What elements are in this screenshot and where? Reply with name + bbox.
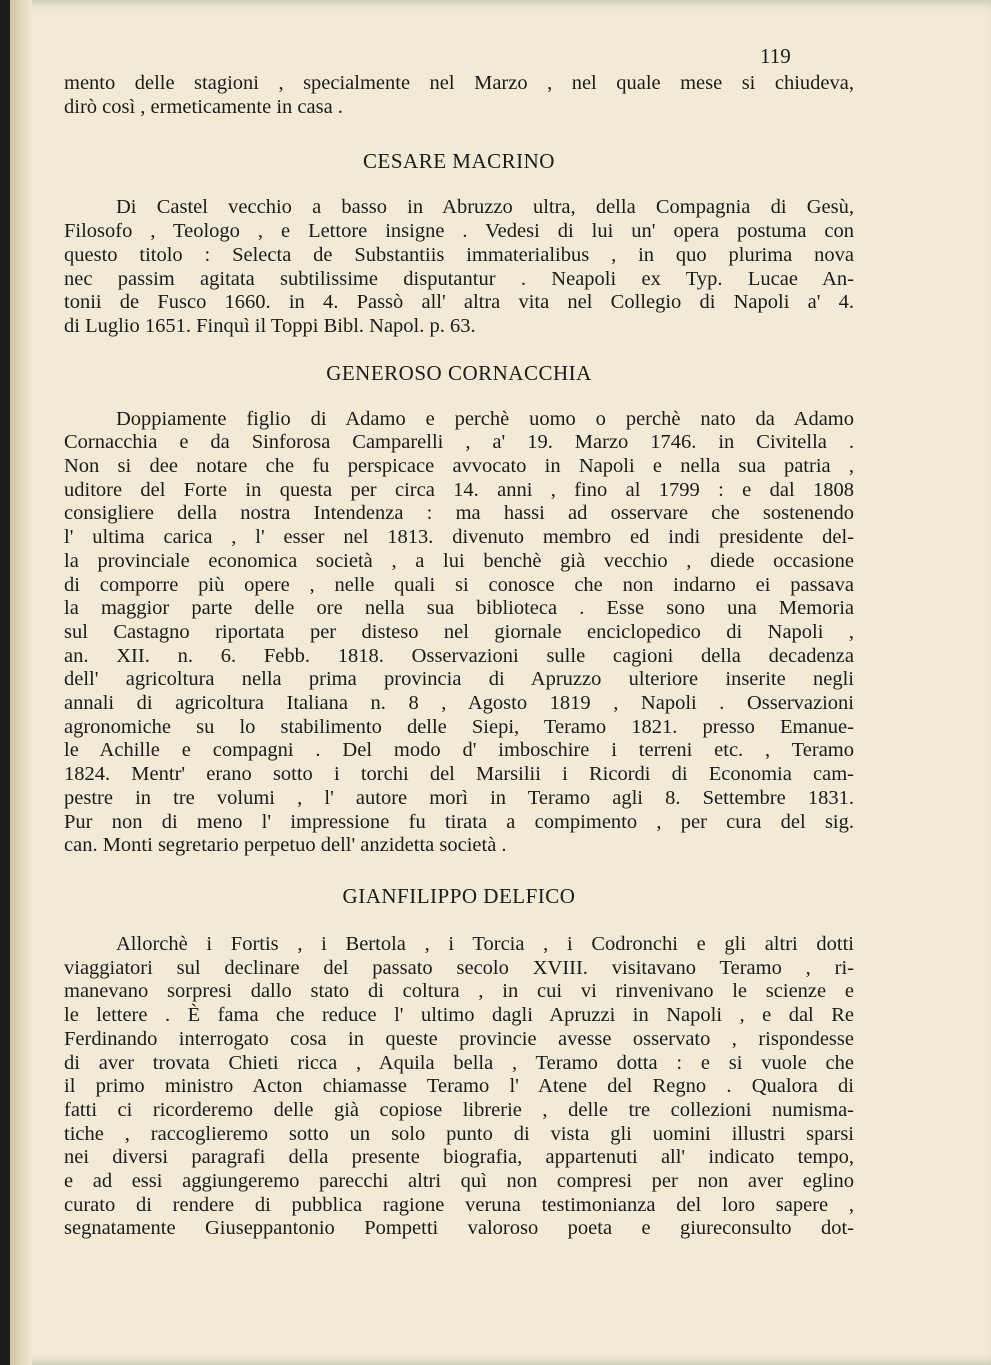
text-line: tonii de Fusco 1660. in 4. Passò all' altra vita nel Collegio di Napoli a' 4. — [64, 291, 854, 314]
text-line: manevano sorpresi dallo stato di coltura , in cui vi rinvenivano le scienze e — [64, 980, 854, 1003]
text-line: le lettere . È fama che reduce l' ultimo dagli Apruzzi in Napoli , e dal Re — [64, 1004, 854, 1027]
section-body — [64, 408, 854, 858]
section-heading: GIANFILIPPO DELFICO — [342, 883, 576, 908]
text-line: l' ultima carica , l' esser nel 1813. divenuto membro ed indi presidente del- — [64, 526, 854, 549]
text-line: an. XII. n. 6. Febb. 1818. Osservazioni sulle cagioni della decadenza — [64, 644, 854, 667]
text-line: Ferdinando interrogato cosa in queste provincie avesse osservato , rispondesse — [64, 1027, 854, 1050]
text-line: dell' agricoltura nella prima provincia di Apruzzo ulteriore inserite negli — [64, 668, 854, 691]
text-line: curato di rendere di pubblica ragione veruna testimonianza del loro sapere , — [64, 1193, 854, 1216]
text-line: can. Monti segretario perpetuo dell' anzidetta società . — [64, 834, 507, 857]
text-line: consigliere della nostra Intendenza : ma hassi ad osservare che sostenendo — [64, 502, 854, 525]
text-line: Allorchè i Fortis , i Bertola , i Torcia , i Codronchi e gli altri dotti — [116, 932, 854, 955]
text-line: Cornacchia e da Sinforosa Camparelli , a' 19. Marzo 1746. in Civitella . — [64, 431, 854, 454]
text-line: questo titolo : Selecta de Substantiis immaterialibus , in quo plurima nova — [64, 243, 854, 266]
text-line: e ad essi aggiungeremo parecchi altri quì non compresi per non aver eglino — [64, 1170, 854, 1193]
page-gutter — [10, 0, 32, 1365]
text-line: il primo ministro Acton chiamasse Teramo l' Atene del Regno . Qualora di — [64, 1075, 854, 1098]
text-line: la provinciale economica società , a lui benchè già vecchio , diede occasione — [64, 549, 854, 572]
text-line: nec passim agitata subtilissime disputantur . Neapoli ex Typ. Lucae An- — [64, 267, 854, 290]
text-line: di aver trovata Chieti ricca , Aquila bella , Teramo dotta : e si vuole che — [64, 1051, 854, 1074]
section-heading: CESARE MACRINO — [363, 149, 555, 174]
text-line: segnatamente Giuseppantonio Pompetti valoroso poeta e giureconsulto dot- — [64, 1217, 854, 1240]
page-number: 119 — [760, 44, 791, 68]
text-line: fatti ci ricorderemo delle già copiose librerie , delle tre collezioni numisma- — [64, 1098, 854, 1121]
text-line: 1824. Mentr' erano sotto i torchi del Marsilii i Ricordi di Economia cam- — [64, 763, 854, 786]
text-line: di comporre più opere , nelle quali si conosce che non indarno ei passava — [64, 573, 854, 596]
text-line: Di Castel vecchio a basso in Abruzzo ultra, della Compagnia di Gesù, — [116, 196, 854, 219]
intro-paragraph — [64, 72, 854, 119]
text-line: Pur non di meno l' impressione fu tirata a compimento , per cura del sig. — [64, 810, 854, 833]
text-line: nei diversi paragrafi della presente biografia, appartenuti all' indicato tempo, — [64, 1146, 854, 1169]
section-body — [64, 196, 854, 338]
text-line: Doppiamente figlio di Adamo e perchè uomo o perchè nato da Adamo — [116, 407, 854, 430]
text-line: uditore del Forte in questa per circa 14. anni , fino al 1799 : e dal 1808 — [64, 478, 854, 501]
text-line: di Luglio 1651. Finquì il Toppi Bibl. Napol. p. 63. — [64, 314, 476, 337]
text-line: viaggiatori sul declinare del passato secolo XVIII. visitavano Teramo , ri- — [64, 956, 854, 979]
section-heading: GENEROSO CORNACCHIA — [326, 360, 592, 385]
page-content — [64, 44, 854, 1241]
text-line: dirò così , ermeticamente in casa . — [64, 95, 343, 118]
text-line: Non si dee notare che fu perspicace avvocato in Napoli e nella sua patria , — [64, 455, 854, 478]
text-line: la maggior parte delle ore nella sua biblioteca . Esse sono una Memoria — [64, 597, 854, 620]
text-line: le Achille e compagni . Del modo d' imboschire i terreni etc. , Teramo — [64, 739, 854, 762]
text-line: sul Castagno riportata per disteso nel giornale enciclopedico di Napoli , — [64, 620, 854, 643]
text-line: tiche , raccoglieremo sotto un solo punto di vista gli uomini illustri sparsi — [64, 1122, 854, 1145]
text-line: Filosofo , Teologo , e Lettore insigne . Vedesi di lui un' opera postuma con — [64, 220, 854, 243]
text-line: agronomiche su lo stabilimento delle Siepi, Teramo 1821. presso Emanue- — [64, 715, 854, 738]
text-line: annali di agricoltura Italiana n. 8 , Agosto 1819 , Napoli . Osservazioni — [64, 692, 854, 715]
section-body — [64, 933, 854, 1241]
text-line: mento delle stagioni , specialmente nel Marzo , nel quale mese si chiudeva, — [64, 72, 854, 94]
text-line: pestre in tre volumi , l' autore morì in Teramo agli 8. Settembre 1831. — [64, 786, 854, 809]
